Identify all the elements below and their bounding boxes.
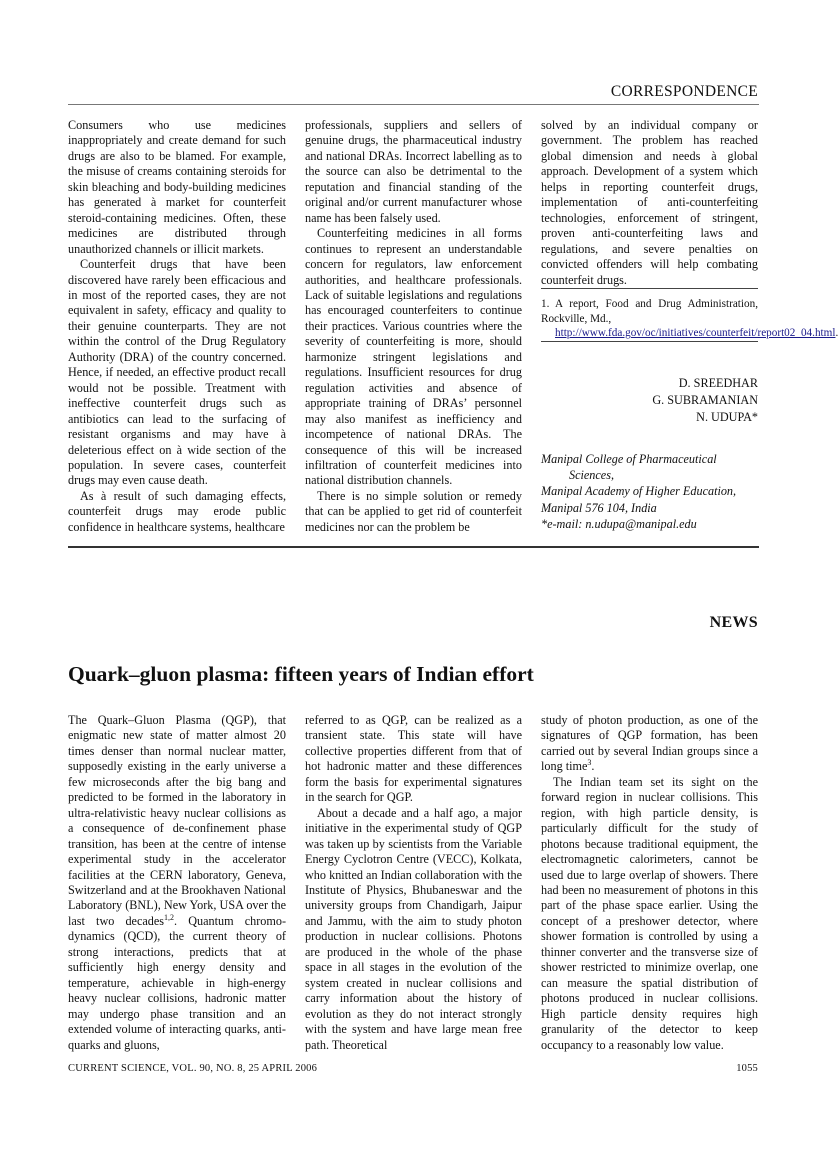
paragraph: referred to as QGP, can be realized as a transient state. This state will have collective properties different from that of hot hadronic matter and these differences form the basis for experimental signatures in the search for QGP. bbox=[305, 713, 522, 805]
paragraph: study of photon production, as one of the signatures of QGP formation, has been carried out by several Indian groups since a long time$^3$. bbox=[541, 713, 758, 774]
correspondence-column-2 bbox=[305, 118, 522, 535]
paragraph: Counterfeiting medicines in all forms continues to represent an understandable concern for regulators, law enforcement authorities, and healthcare professionals. Lack of suitable legislations and regulations has encouraged counterfeiters to continue their practices. Various countries where the severity of counterfeiting is more, should harmonize stringent legislations and regulations. Insufficient resources for drug regulation activities and absence of appropriate training of DRAs’ personnel may also manifest as inefficiency and incompetence of national DRAs. The consequence of this will be increased infiltration of counterfeit medicines into national distribution channels. bbox=[305, 226, 522, 488]
citation: 1,2 bbox=[164, 912, 175, 922]
header-rule bbox=[68, 104, 759, 105]
paragraph: solved by an individual company or government. The problem has reached global dimension and needs à global approach. Development of a system which helps in reporting counterfeit drugs, implementation of anti-counterfeiting technologies, enforcement of stringent, proven anti-counterfeiting laws and regulations, and severe penalties on convicted offenders will help combating counterfeit drugs. bbox=[541, 118, 758, 287]
affiliation bbox=[541, 451, 761, 532]
paragraph: About a decade and a half ago, a major initiative in the experimental study of QGP was taken up by scientists from the Variable Energy Cyclotron Centre (VECC), Kolkata, who knitted an Indian collaboration with the Institute of Physics, Bhubaneswar and the university groups from Chandigarh, Jaipur and Jammu, with the aim to study photon production in nuclear collisions. Photons are produced in the whole of the phase space in all stages in the evolution of the system created in nuclear collisions and carry information about the history of evolution as they do not interact strongly with the system and have large mean free path. Theoretical bbox=[305, 805, 522, 1052]
paragraph: Counterfeit drugs that have been discovered have rarely been efficacious and in most of the reported cases, they are not equivalent in safety, efficacy and quality to their genuine counterparts. They are not within the control of the Drug Regulatory Authority (DRA) of the country concerned. Hence, if needed, an effective product recall would not be possible. Treatment with ineffective counterfeit drugs such as antibiotics can lead to the surfacing of resistant organisms and may have à deleterious effect on à wide section of the population. In severe cases, counterfeit drugs may even cause death. bbox=[68, 257, 286, 488]
footnote-text: A report, Food and Drug Administration, Rockville, Md., bbox=[541, 298, 758, 325]
footnote-rule-top bbox=[541, 288, 758, 289]
page-number: 1055 bbox=[736, 1063, 758, 1074]
section-header: CORRESPONDENCE bbox=[610, 83, 758, 100]
author-email: *e-mail: n.udupa@manipal.edu bbox=[541, 516, 697, 531]
section-separator bbox=[68, 546, 759, 548]
news-column-1 bbox=[68, 713, 286, 1053]
author-name: D. SREEDHAR bbox=[678, 376, 758, 390]
paragraph: The Quark–Gluon Plasma (QGP), that enigmatic new state of matter almost 20 times denser than normal nuclear matter, supposedly existing in the early universe a few microseconds after the big bang and predicted to be formed in the laboratory in ultra-relativistic heavy nuclear collisions as a consequence of de-confinement phase transition, has been at the centre of intense experimental study in the accelerator facilities at the CERN laboratory, Geneva, Switzerland and at the Brookhaven National Laboratory (BNL), New York, USA over the last two decades$^{1,2}$. Quantum chromo-dynamics (QCD), the current theory of strong interactions, predicts that at sufficiently high energy density and temperature, achievable in high-energy heavy nuclear collisions, hadronic matter may undergo phase transition and an extended volume of interacting quarks, anti-quarks and gluons, bbox=[68, 713, 286, 1052]
author-name: G. SUBRAMANIAN bbox=[652, 393, 758, 407]
footnote-number: 1. bbox=[541, 298, 550, 310]
affiliation-line: Manipal 576 104, India bbox=[541, 500, 657, 515]
paragraph: The Indian team set its sight on the forward region in nuclear collisions. This region, with high particle density, is particularly difficult for the study of photons because traditional equipment, the electromagnetic calorimeters, cannot be used due to large overlap of showers. There had been no measurement of photons in this part of the phase space earlier. Using the concept of a preshower detector, where shower formation is controlled by using a thinner converter and the transverse size of shower restricted to minimize overlap, one can measure the spatial distribution of photons produced in nuclear collisions. High particle density requires high granularity of the detector to keep occupancy to a reasonably low value. bbox=[541, 774, 758, 1052]
news-column-2 bbox=[305, 713, 522, 1053]
news-section-header: NEWS bbox=[709, 614, 758, 631]
paragraph: There is no simple solution or remedy that can be applied to get rid of counterfeit medicines nor can the problem be bbox=[305, 488, 522, 534]
correspondence-column-3 bbox=[541, 118, 758, 288]
footnote-rule-bottom bbox=[541, 341, 758, 342]
footnote bbox=[541, 297, 838, 341]
paragraph: Consumers who use medicines inappropriately and create demand for such drugs are also to be blamed. For example, the misuse of creams containing steroids for skin bleaching and body-building medicines has generated à market for counterfeit steroid-containing medicines. Often, these medicines are distributed through unauthorized channels or illicit markets. bbox=[68, 118, 286, 256]
footnote-link[interactable]: http://www.fda.gov/oc/initiatives/counterfeit/report02_04.html bbox=[555, 327, 836, 340]
paragraph: professionals, suppliers and sellers of genuine drugs, the pharmaceutical industry and national DRAs. Incorrect labelling as to the source can also be detrimental to the reputation and financial standing of the original and/or current manufacturer whose name has been falsely used. bbox=[305, 118, 522, 225]
paragraph: As à result of such damaging effects, counterfeit drugs may erode public confidence in healthcare systems, healthcare bbox=[68, 488, 286, 534]
affiliation-line: Manipal Academy of Higher Education, bbox=[541, 484, 737, 499]
article-title: Quark–gluon plasma: fifteen years of Indian effort bbox=[68, 662, 534, 686]
affiliation-line: Manipal College of Pharmaceutical bbox=[541, 452, 717, 466]
news-column-3 bbox=[541, 713, 758, 1053]
citation: 3 bbox=[587, 758, 592, 768]
affiliation-line: Sciences, bbox=[569, 468, 615, 483]
footer-journal: CURRENT SCIENCE, VOL. 90, NO. 8, 25 APRIL 2006 bbox=[68, 1063, 318, 1074]
author-name: N. UDUPA* bbox=[696, 410, 758, 424]
author-list bbox=[558, 375, 758, 426]
correspondence-column-1 bbox=[68, 118, 286, 535]
footnote-end: . bbox=[835, 327, 838, 340]
